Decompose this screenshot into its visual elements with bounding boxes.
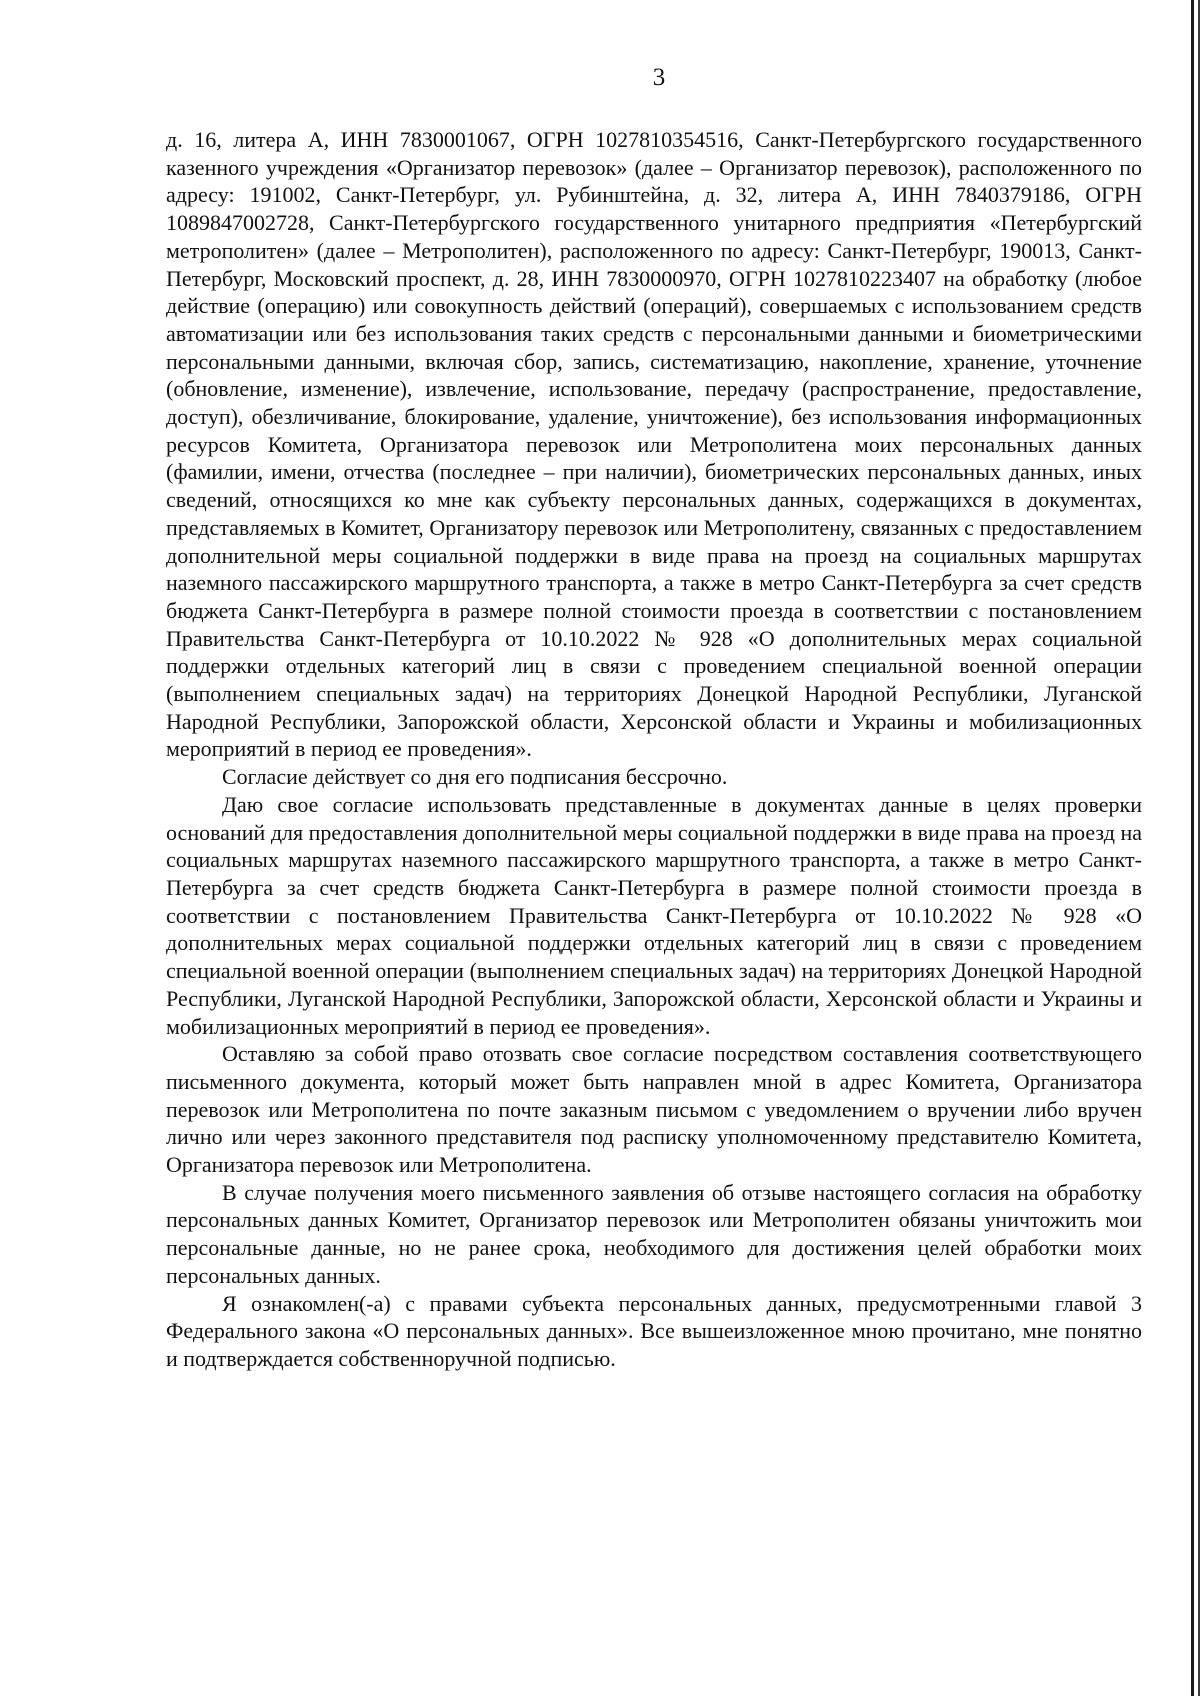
page-number: 3: [652, 64, 666, 91]
paragraph-revocation-right: Оставляю за собой право отозвать свое согласие посредством составления соответствующего письменного документа, который может быть направлен мной в адрес Комитета, Организатора перевозок или Метрополитена по почте заказным письмом с уведомлением о вручении либо вручен лично или через законного представителя под расписку уполномоченному представителю Комитета, Организатора перевозок или Метрополитена.: [166, 1041, 1142, 1178]
paragraph-validity: Согласие действует со дня его подписания бессрочно.: [222, 764, 728, 790]
paragraph-revocation-effect: В случае получения моего письменного заявления об отзыве настоящего согласия на обработку персональных данных Комитет, Организатор перевозок или Метрополитен обязаны уничтожить мои персональные данные, но не ранее срока, необходимого для достижения целей обработки моих персональных данных.: [166, 1179, 1142, 1288]
paragraph-acknowledgement: Я ознакомлен(-а) с правами субъекта персональных данных, предусмотренными главой 3 Федерального закона «О персональных данных». Все вышеизложенное мною прочитано, мне понятно и подтверждается собственноручной подписью.: [166, 1290, 1142, 1371]
paragraph-continuation: д. 16, литера А, ИНН 7830001067, ОГРН 1027810354516, Санкт-Петербургского государственного казенного учреждения «Организатор перевозок» (далее – Организатор перевозок), расположенного по адресу: 191002, Санкт-Петербург, ул. Рубинштейна, д. 32, литера А, ИНН 7840379186, ОГРН 1089847002728, Санкт-Петербургского государственного унитарного предприятия «Петербургский метрополитен» (далее – Метрополитен), расположенного по адресу: Санкт-Петербург, 190013, Санкт-Петербург, Московский проспект, д. 28, ИНН 7830000970, ОГРН 1027810223407 на обработку (любое действие (операцию) или совокупность действий (операций), совершаемых с использованием средств автоматизации или без использования таких средств с персональными данными и биометрическими персональными данными, включая сбор, запись, систематизацию, накопление, хранение, уточнение (обновление, изменение), извлечение, использование, передачу (распространение, предоставление, доступ), обезличивание, блокирование, удаление, уничтожение), без использования информационных ресурсов Комитета, Организатора перевозок или Метрополитена моих персональных данных (фамилии, имени, отчества (последнее – при наличии), биометрических персональных данных, иных сведений, относящихся ко мне как субъекту персональных данных, содержащихся в документах, представляемых в Комитет, Организатору перевозок или Метрополитену, связанных с предоставлением дополнительной меры социальной поддержки в виде права на проезд на социальных маршрутах наземного пассажирского маршрутного транспорта, а также в метро Санкт-Петербурга за счет средств бюджета Санкт-Петербурга в размере полной стоимости проезда в соответствии с постановлением Правительства Санкт-Петербурга от 10.10.2022 № 928 «О дополнительных мерах социальной поддержки отдельных категорий лиц в связи с проведением специальной военной операции (выполнением специальных задач) на территориях Донецкой Народной Республики, Луганской Народной Республики, Запорожской области, Херсонской области и Украины и мобилизационных мероприятий в период ее проведения».: [166, 127, 1142, 762]
document-body: [166, 126, 1142, 1373]
paragraph-consent-usage: Даю свое согласие использовать представленные в документах данные в целях проверки оснований для предоставления дополнительной меры социальной поддержки в виде права на проезд на социальных маршрутах наземного пассажирского маршрутного транспорта, а также в метро Санкт-Петербурга за счет средств бюджета Санкт-Петербурга в размере полной стоимости проезда в соответствии с постановлением Правительства Санкт-Петербурга от 10.10.2022 № 928 «О дополнительных мерах социальной поддержки отдельных категорий лиц в связи с проведением специальной военной операции (выполнением специальных задач) на территориях Донецкой Народной Республики, Луганской Народной Республики, Запорожской области, Херсонской области и Украины и мобилизационных мероприятий в период ее проведения».: [166, 791, 1142, 1039]
scan-edge-line: [1191, 0, 1194, 1696]
